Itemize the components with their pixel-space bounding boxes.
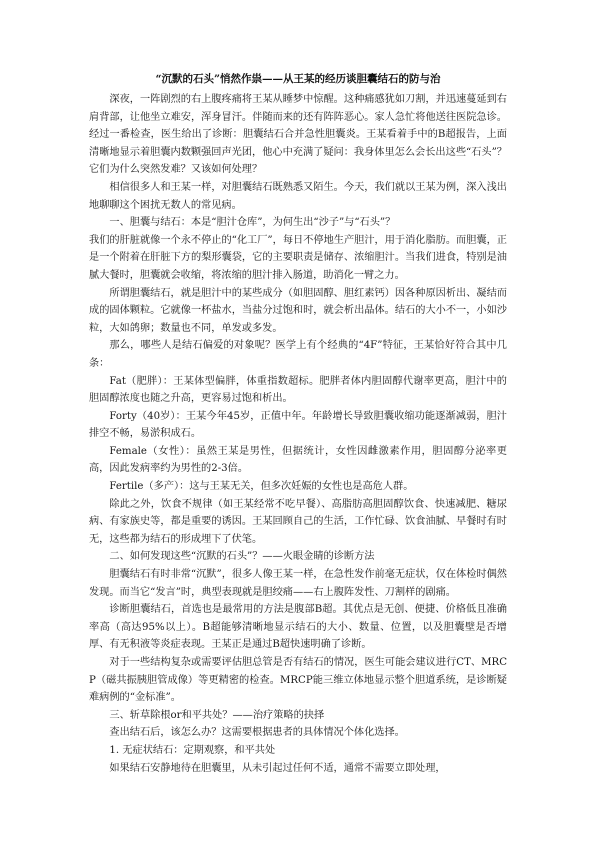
- paragraph: 我们的肝脏就像一个永不停止的“化工厂”，每日不停地生产胆汁，用于消化脂肪。而胆囊，正是一个附着在肝脏下方的梨形囊袋，它的主要职责是储存、浓缩胆汁。当我们进食，特别是油腻大餐时，胆囊就会收缩，将浓缩的胆汁排入肠道，助消化一臂之力。: [89, 234, 507, 281]
- paragraph: 所谓胆囊结石，就是胆汁中的某些成分（如胆固醇、胆红素钙）因各种原因析出、凝结而成的固体颗粒。它就像一杯盐水，当盐分过饱和时，就会析出晶体。结石的大小不一，小如沙粒，大如鸽卵；数量也不同，单发或多发。: [89, 287, 507, 334]
- paragraph: 胆囊结石有时非常“沉默”，很多人像王某一样，在急性发作前毫无症状，仅在体检时偶然发现。而当它“发言”时，典型表现就是胆绞痛——右上腹阵发性、刀割样的剧痛。: [89, 569, 507, 598]
- paragraph: 一、胆囊与结石：本是“胆汁仓库”，为何生出“沙子”与“石头”？: [109, 217, 396, 229]
- paragraph: Female（女性）：虽然王某是男性，但据统计，女性因雌激素作用，胆固醇分泌率更高，因此发病率约为男性的2-3倍。: [89, 445, 507, 475]
- paragraph: 三、斩草除根or和平共处？——治疗策略的抉择: [109, 709, 325, 721]
- paragraph: 查出结石后，该怎么办？这需要根据患者的具体情况个体化选择。: [109, 727, 405, 739]
- article-body: [89, 70, 507, 777]
- paragraph: 深夜，一阵剧烈的右上腹疼痛将王某从睡梦中惊醒。这种痛感犹如刀割，并迅速蔓延到右肩背部，让他坐立难安，浑身冒汗。伴随而来的还有阵阵恶心。家人急忙将他送往医院急诊。经过一番检查，医生给出了诊断：胆囊结石合并急性胆囊炎。王某看着手中的B超报告，上面清晰地显示着胆囊内数颗强回声光团，他心中充满了疑问：我身体里怎么会长出这些“石头”？它们为什么突然发难？又该如何处理？: [89, 94, 507, 176]
- paragraph: Fat（肥胖）：王某体型偏胖，体重指数超标。肥胖者体内胆固醇代谢率更高，胆汁中的胆固醇浓度也随之升高，更容易过饱和析出。: [89, 375, 507, 405]
- paragraph: 二、如何发现这些“沉默的石头”？——火眼金睛的诊断方法: [109, 551, 375, 563]
- paragraph-list: [89, 91, 507, 777]
- paragraph: Forty（40岁）：王某今年45岁，正值中年。年龄增长导致胆囊收缩功能逐渐减弱，胆汁排空不畅，易淤积成石。: [89, 410, 507, 440]
- paragraph: 那么，哪些人是结石偏爱的对象呢？医学上有个经典的“4F”特征，王某恰好符合其中几条：: [89, 340, 507, 369]
- article-title: “沉默的石头”悄然作祟——从王某的经历谈胆囊结石的防与治: [155, 73, 441, 85]
- paragraph: 除此之外，饮食不规律（如王某经常不吃早餐）、高脂肪高胆固醇饮食、快速减肥、糖尿病、有家族史等，都是重要的诱因。王某回顾自己的生活，工作忙碌、饮食油腻、早餐时有时无，这些都为结石的形成埋下了伏笔。: [89, 498, 507, 545]
- paragraph: Fertile（多产）：这与王某无关，但多次妊娠的女性也是高危人群。: [109, 481, 414, 493]
- paragraph: 对于一些结构复杂或需要评估胆总管是否有结石的情况，医生可能会建议进行CT、MRCP（磁共振胰胆管成像）等更精密的检查。MRCP能三维立体地显示整个胆道系统，是诊断疑难病例的“金标准”。: [89, 657, 507, 704]
- paragraph: 相信很多人和王某一样，对胆囊结石既熟悉又陌生。今天，我们就以王某为例，深入浅出地聊聊这个困扰无数人的常见病。: [89, 181, 507, 211]
- paragraph: 诊断胆囊结石，首选也是最常用的方法是腹部B超。其优点是无创、便捷、价格低且准确率高（高达95%以上）。B超能够清晰地显示结石的大小、数量、位置，以及胆囊壁是否增厚、有无积液等炎症表现。王某正是通过B超快速明确了诊断。: [89, 604, 507, 651]
- paragraph: 1. 无症状结石：定期观察，和平共处: [109, 744, 276, 756]
- paragraph: 如果结石安静地待在胆囊里，从未引起过任何不适，通常不需要立即处理，: [109, 762, 446, 774]
